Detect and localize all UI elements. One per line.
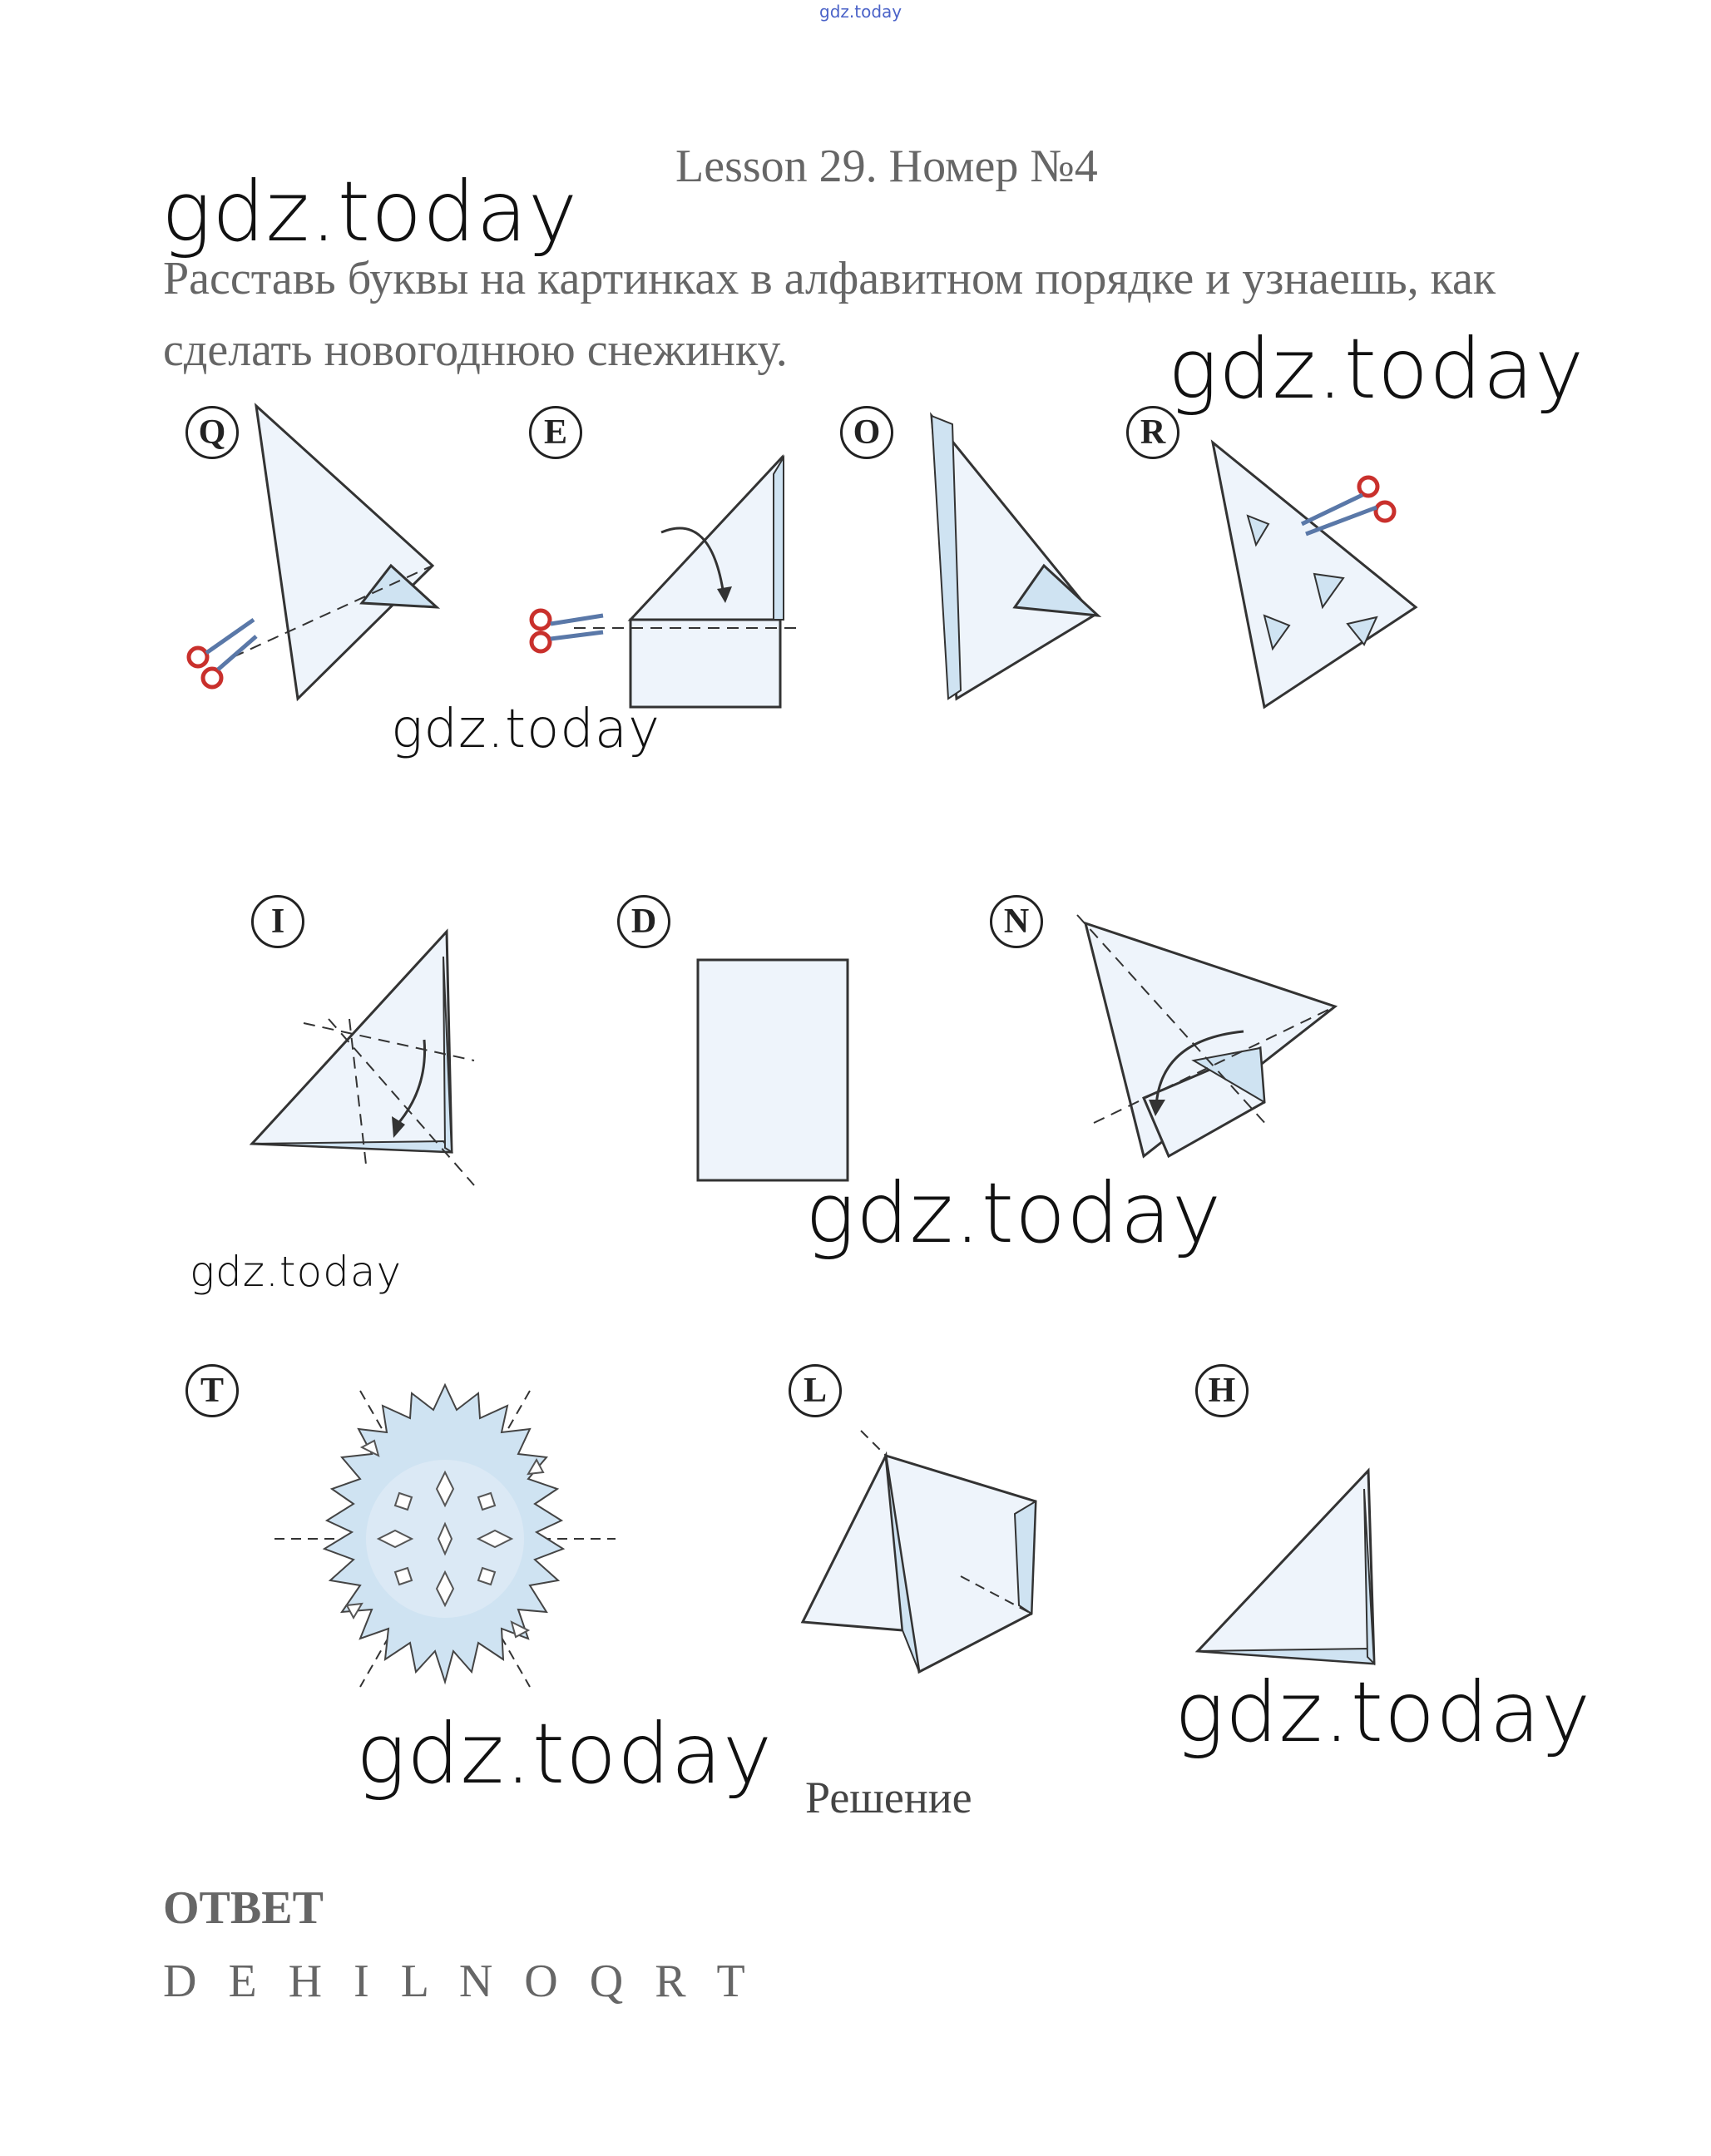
folded-triangle-scissors-icon [183,399,457,707]
figure-label-t: T [185,1364,239,1417]
narrow-folded-triangle-icon [915,408,1123,715]
watermark: gdz.today [1168,320,1585,418]
watermark: gdz.today [356,1705,774,1802]
folded-paper-arrow-icon [1069,907,1343,1189]
small-triangle-icon [1189,1464,1406,1680]
solution-label: Решение [805,1773,972,1822]
cut-triangle-scissors-icon [1198,433,1431,715]
figure-label-l: L [789,1364,842,1417]
watermark: gdz.today [161,163,579,260]
snowflake-icon [270,1364,620,1713]
figure-label-d: D [617,895,670,948]
watermark: gdz.today [805,1165,1223,1262]
figure-label-i: I [251,895,304,948]
watermark: gdz.today [190,1248,403,1296]
figure-label-q: Q [185,406,239,459]
figure-label-o: O [840,406,893,459]
figure-label-e: E [529,406,582,459]
page-title: Lesson 29. Номер №4 [675,141,1098,192]
figure-label-n: N [990,895,1043,948]
answer-heading: ОТВЕТ [163,1882,324,1934]
task-text: Расставь буквы на картинках в алфавитном порядке и узнаешь, как сделать новогоднюю снежинку. [163,253,1496,376]
scissors-icon [532,611,603,651]
watermark: gdz.today [391,699,660,760]
figure-label-h: H [1195,1364,1249,1417]
folded-square-scissors-icon [524,449,799,715]
tent-fold-icon [794,1406,1044,1680]
figure-label-r: R [1126,406,1179,459]
header-site-mark: gdz.today [819,2,902,22]
paper-rectangle-icon [695,957,853,1185]
triangle-fold-lines-icon [245,923,495,1189]
scissors-icon [189,620,256,687]
watermark: gdz.today [1174,1664,1592,1761]
answer-value: D E H I L N O Q R T [163,1956,755,2007]
